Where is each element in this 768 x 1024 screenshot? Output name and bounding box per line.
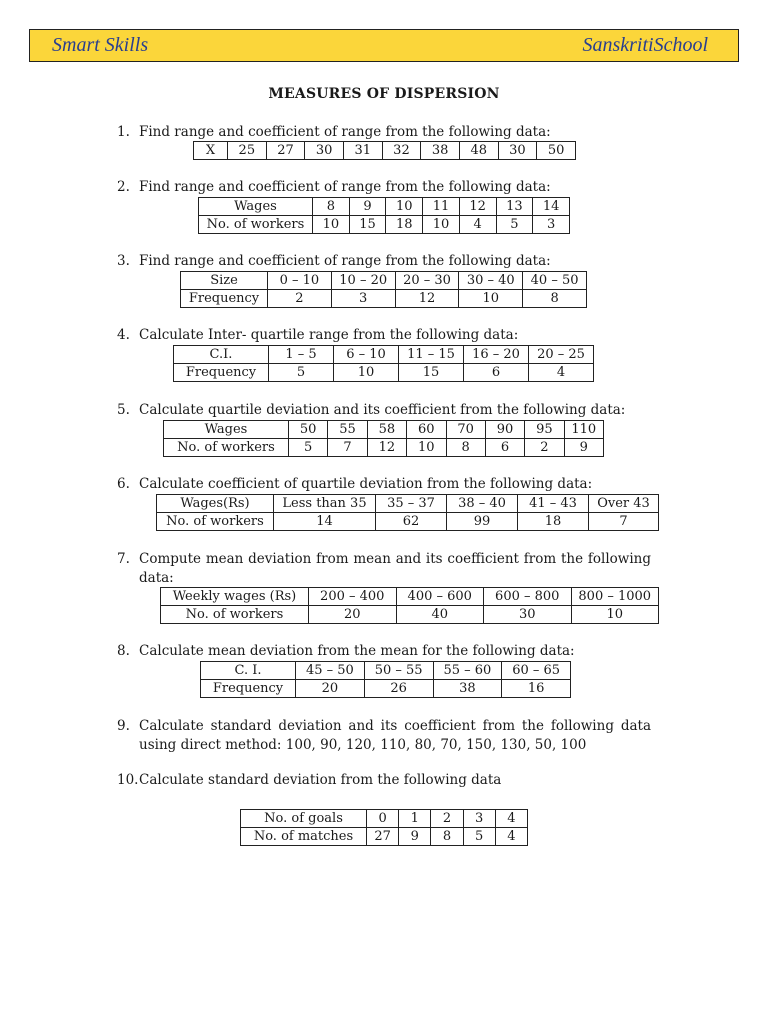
table-cell: C. I. <box>201 662 296 680</box>
table-cell: 5 <box>463 828 495 846</box>
data-table-3 <box>180 271 587 308</box>
table-cell: 15 <box>399 364 464 382</box>
table-cell: 38 <box>421 142 460 160</box>
table-cell: 7 <box>328 439 367 457</box>
question-9 <box>117 717 651 755</box>
question-4 <box>117 327 518 343</box>
table-cell: 26 <box>364 680 433 698</box>
table-row <box>164 439 604 457</box>
table-cell: 8 <box>523 290 587 308</box>
table-row <box>194 142 576 160</box>
table-cell: 90 <box>485 421 524 439</box>
table-cell: Weekly wages (Rs) <box>161 588 309 606</box>
table-cell: 7 <box>589 513 659 531</box>
table-cell: 1 <box>399 810 431 828</box>
header-left-title: Smart Skills <box>52 34 149 56</box>
table-cell: 95 <box>525 421 564 439</box>
table-cell: 14 <box>274 513 376 531</box>
table-row <box>199 198 570 216</box>
table-cell: 30 <box>484 606 572 624</box>
question-8 <box>117 643 575 659</box>
table-cell: 60 <box>407 421 446 439</box>
table-cell: 62 <box>376 513 447 531</box>
table-row <box>161 606 659 624</box>
table-row <box>241 810 528 828</box>
table-cell: 18 <box>518 513 589 531</box>
table-cell: 18 <box>386 216 423 234</box>
table-cell: Wages <box>199 198 313 216</box>
table-cell: 12 <box>395 290 459 308</box>
header-right-title: SanskritiSchool <box>582 34 708 56</box>
table-cell: 200 – 400 <box>309 588 397 606</box>
table-cell: 99 <box>447 513 518 531</box>
table-cell: 8 <box>446 439 485 457</box>
table-cell: 9 <box>399 828 431 846</box>
table-cell: 45 – 50 <box>296 662 365 680</box>
data-table-10 <box>240 809 528 846</box>
table-cell: 11 – 15 <box>399 346 464 364</box>
table-row <box>199 216 570 234</box>
table-cell: Wages(Rs) <box>157 495 274 513</box>
question-number: 6. <box>117 476 130 492</box>
table-cell: 20 <box>296 680 365 698</box>
table-row <box>164 421 604 439</box>
question-text: Calculate mean deviation from the mean for the following data: <box>139 643 575 659</box>
page-title: MEASURES OF DISPERSION <box>268 86 500 102</box>
table-cell: 38 – 40 <box>447 495 518 513</box>
table-cell: 2 <box>431 810 463 828</box>
table-cell: 4 <box>495 810 527 828</box>
question-number: 8. <box>117 643 130 659</box>
question-text: Compute mean deviation from mean and its coefficient from the following data: <box>139 551 651 586</box>
table-cell: 4 <box>459 216 496 234</box>
table-cell: 20 – 30 <box>395 272 459 290</box>
table-cell: 27 <box>266 142 305 160</box>
table-cell: 400 – 600 <box>396 588 484 606</box>
table-cell: Over 43 <box>589 495 659 513</box>
table-row <box>161 588 659 606</box>
table-cell: 30 – 40 <box>459 272 523 290</box>
table-cell: 58 <box>367 421 406 439</box>
table-cell: C.I. <box>174 346 269 364</box>
table-cell: 2 <box>268 290 332 308</box>
question-number: 4. <box>117 327 130 343</box>
data-table-4 <box>173 345 594 382</box>
table-cell: No. of matches <box>241 828 367 846</box>
table-cell: 50 <box>537 142 576 160</box>
question-number: 2. <box>117 179 130 195</box>
data-table-1 <box>193 141 576 160</box>
table-cell: 3 <box>331 290 395 308</box>
question-text: Calculate standard deviation and its coefficient from the following data using direct method: 100, 90, 120, 110, 80, 70, 150, 130, 50, 100 <box>139 718 651 753</box>
table-cell: 600 – 800 <box>484 588 572 606</box>
table-row <box>174 346 594 364</box>
table-cell: 48 <box>459 142 498 160</box>
table-cell: 10 <box>313 216 350 234</box>
table-cell: 70 <box>446 421 485 439</box>
table-row <box>157 513 659 531</box>
question-5 <box>117 402 625 418</box>
data-table-2 <box>198 197 570 234</box>
table-cell: 11 <box>423 198 460 216</box>
table-cell: 5 <box>289 439 328 457</box>
table-row <box>241 828 528 846</box>
table-cell: 6 <box>464 364 529 382</box>
table-cell: No. of workers <box>199 216 313 234</box>
page-header-banner <box>29 29 739 62</box>
question-text: Find range and coefficient of range from the following data: <box>139 253 551 269</box>
table-cell: 16 <box>502 680 571 698</box>
question-10 <box>117 772 501 788</box>
question-text: Calculate Inter- quartile range from the following data: <box>139 327 519 343</box>
table-cell: 110 <box>564 421 603 439</box>
question-number: 5. <box>117 402 130 418</box>
question-2 <box>117 179 551 195</box>
question-text: Find range and coefficient of range from the following data: <box>139 179 551 195</box>
table-cell: 32 <box>382 142 421 160</box>
table-cell: 8 <box>313 198 350 216</box>
table-cell: 5 <box>269 364 334 382</box>
question-number: 10. <box>117 772 139 788</box>
table-cell: No. of workers <box>157 513 274 531</box>
question-7 <box>117 550 651 588</box>
table-cell: Less than 35 <box>274 495 376 513</box>
question-number: 9. <box>117 718 130 734</box>
table-cell: 0 – 10 <box>268 272 332 290</box>
question-text: Calculate quartile deviation and its coefficient from the following data: <box>139 402 626 418</box>
table-cell: 27 <box>367 828 399 846</box>
table-row <box>201 680 571 698</box>
table-cell: 50 <box>289 421 328 439</box>
table-cell: 2 <box>525 439 564 457</box>
question-number: 7. <box>117 551 130 567</box>
table-cell: 10 <box>459 290 523 308</box>
table-cell: 41 – 43 <box>518 495 589 513</box>
table-row <box>181 272 587 290</box>
table-cell: 55 – 60 <box>433 662 502 680</box>
table-cell: Frequency <box>181 290 268 308</box>
table-cell: 800 – 1000 <box>571 588 659 606</box>
table-cell: 10 – 20 <box>331 272 395 290</box>
table-cell: 25 <box>228 142 267 160</box>
table-cell: No. of workers <box>164 439 289 457</box>
table-cell: 31 <box>343 142 382 160</box>
table-cell: 3 <box>463 810 495 828</box>
table-cell: 12 <box>459 198 496 216</box>
table-cell: No. of workers <box>161 606 309 624</box>
question-text: Calculate coefficient of quartile deviation from the following data: <box>139 476 593 492</box>
question-3 <box>117 253 551 269</box>
table-cell: 3 <box>533 216 570 234</box>
table-cell: No. of goals <box>241 810 367 828</box>
table-cell: 6 – 10 <box>334 346 399 364</box>
table-cell: Frequency <box>174 364 269 382</box>
table-cell: 13 <box>496 198 533 216</box>
table-cell: 40 <box>396 606 484 624</box>
table-cell: 30 <box>305 142 344 160</box>
table-cell: 10 <box>571 606 659 624</box>
table-cell: 30 <box>498 142 537 160</box>
table-cell: Wages <box>164 421 289 439</box>
table-cell: 12 <box>367 439 406 457</box>
table-cell: 38 <box>433 680 502 698</box>
table-cell: 35 – 37 <box>376 495 447 513</box>
data-table-6 <box>156 494 659 531</box>
table-cell: 16 – 20 <box>464 346 529 364</box>
table-cell: 60 – 65 <box>502 662 571 680</box>
table-cell: 5 <box>496 216 533 234</box>
table-cell: 6 <box>485 439 524 457</box>
data-table-7 <box>160 587 659 624</box>
table-row <box>201 662 571 680</box>
table-cell: Frequency <box>201 680 296 698</box>
table-cell: 4 <box>495 828 527 846</box>
question-1 <box>117 124 551 140</box>
table-cell: 40 – 50 <box>523 272 587 290</box>
table-cell: 9 <box>564 439 603 457</box>
table-cell: 55 <box>328 421 367 439</box>
table-cell: X <box>194 142 228 160</box>
table-cell: 8 <box>431 828 463 846</box>
table-cell: 50 – 55 <box>364 662 433 680</box>
question-6 <box>117 476 592 492</box>
table-cell: 20 – 25 <box>529 346 594 364</box>
question-number: 1. <box>117 124 130 140</box>
table-cell: 10 <box>423 216 460 234</box>
table-cell: 1 – 5 <box>269 346 334 364</box>
data-table-8 <box>200 661 571 698</box>
table-cell: 20 <box>309 606 397 624</box>
question-text: Find range and coefficient of range from the following data: <box>139 124 551 140</box>
data-table-5 <box>163 420 604 457</box>
table-row <box>174 364 594 382</box>
table-cell: 10 <box>407 439 446 457</box>
table-cell: 0 <box>367 810 399 828</box>
table-cell: 10 <box>386 198 423 216</box>
table-cell: Size <box>181 272 268 290</box>
table-row <box>181 290 587 308</box>
table-cell: 4 <box>529 364 594 382</box>
table-cell: 9 <box>349 198 386 216</box>
table-cell: 14 <box>533 198 570 216</box>
table-cell: 15 <box>349 216 386 234</box>
table-row <box>157 495 659 513</box>
table-cell: 10 <box>334 364 399 382</box>
question-number: 3. <box>117 253 130 269</box>
question-text: Calculate standard deviation from the following data <box>139 772 502 788</box>
